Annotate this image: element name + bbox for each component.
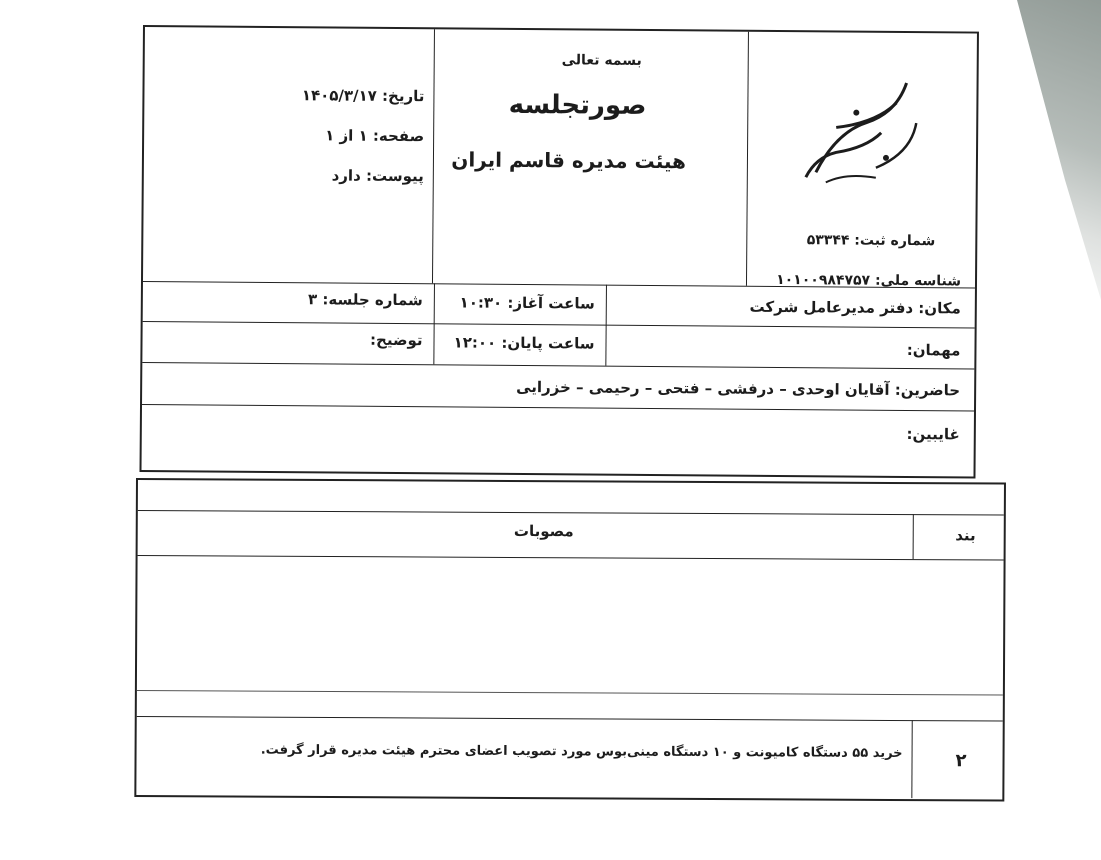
column-item-header: بند: [955, 526, 976, 545]
meta-attachment: پیوست: دارد: [331, 166, 424, 186]
meta-page: صفحه: ۱ از ۱: [325, 126, 425, 146]
company-logo: [785, 62, 936, 223]
session-attendees: حاضرین: آقایان اوحدی – درفشی – فتحی – رحیمی – خزرایی: [516, 377, 961, 400]
registration-number: شماره ثبت: ۵۳۳۴۴: [806, 232, 936, 250]
session-description: توضیح:: [369, 330, 423, 350]
invocation: بسمه تعالی: [561, 52, 642, 69]
scanned-paper-shadow: [981, 0, 1101, 300]
column-resolutions-header: مصوبات: [513, 521, 574, 541]
meta-date: تاریخ: ۱۴۰۵/۳/۱۷: [301, 86, 425, 106]
resolution-item-text: خرید ۵۵ دستگاه کامیونت و ۱۰ دستگاه مینی‌بوس مورد تصویب اعضای محترم هیئت مدیره قرار گرفت.: [260, 742, 903, 762]
resolution-item-number: ۲: [955, 750, 967, 772]
session-start-time: ساعت آغاز: ۱۰:۳۰: [459, 293, 595, 313]
resolutions-box: [134, 478, 1006, 802]
session-info-box: [139, 25, 978, 479]
session-end-time: ساعت پایان: ۱۲:۰۰: [453, 333, 595, 353]
resolutions-blank-area: [137, 555, 1004, 696]
page-title: صورتجلسه: [508, 89, 647, 121]
session-absentees: غایبین:: [906, 425, 960, 444]
session-guests: مهمان:: [906, 341, 961, 360]
session-number: شماره جلسه: ۳: [307, 290, 423, 310]
page-subtitle: هیئت مدیره قاسم ایران: [451, 147, 687, 174]
national-id: شناسه ملی: ۱۰۱۰۰۹۸۴۷۵۷: [776, 271, 962, 290]
session-location: مکان: دفتر مدیرعامل شرکت: [749, 297, 961, 318]
